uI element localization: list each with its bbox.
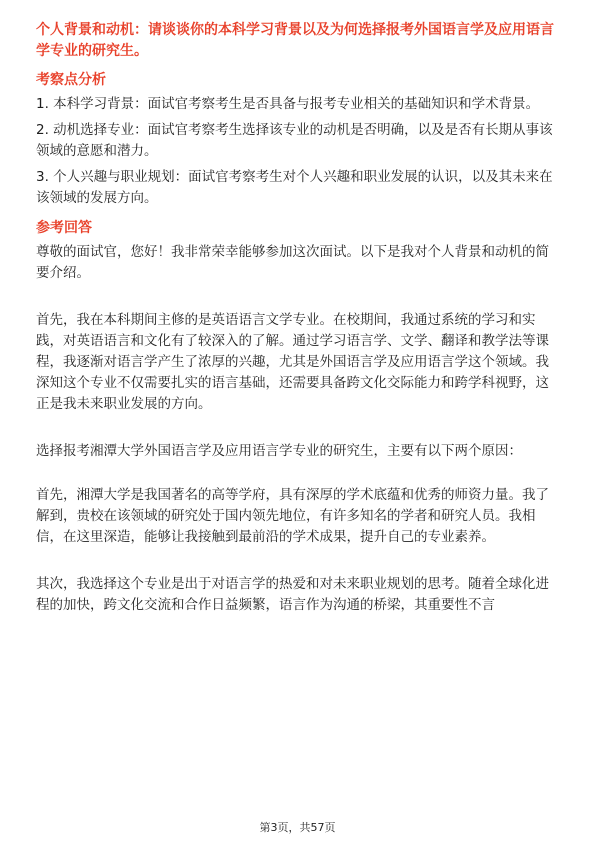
answer-paragraph: 尊敬的面试官，您好！我非常荣幸能够参加这次面试。以下是我对个人背景和动机的简要介绍。 (36, 244, 549, 281)
page-number: 第3页，共57页 (259, 821, 336, 834)
analysis-item: 1. 本科学习背景：面试官考察考生是否具备与报考专业相关的基础知识和学术背景。 (36, 96, 540, 112)
answer-paragraph: 其次，我选择这个专业是出于对语言学的热爱和对未来职业规划的思考。随着全球化进程的加快，跨文化交流和合作日益频繁，语言作为沟通的桥梁，其重要性不言 (36, 576, 549, 613)
answer-paragraph: 首先，我在本科期间主修的是英语语言文学专业。在校期间，我通过系统的学习和实践，对英语语言和文化有了较深入的了解。通过学习语言学、文学、翻译和教学法等课程，我逐渐对语言学产生了浓厚的兴趣，尤其是外国语言学及应用语言学这个领域。我深知这个专业不仅需要扎实的语言基础，还需要具备跨文化交际能力和跨学科视野，这正是我未来职业发展的方向。 (36, 312, 549, 412)
answer-paragraph: 选择报考湘潭大学外国语言学及应用语言学专业的研究生，主要有以下两个原因： (36, 443, 522, 459)
document-page (36, 20, 561, 616)
analysis-item: 2. 动机选择专业：面试官考察考生选择该专业的动机是否明确，以及是否有长期从事该领域的意愿和潜力。 (36, 122, 553, 159)
analysis-title: 考察点分析 (36, 72, 106, 88)
answer-title: 参考回答 (36, 220, 92, 236)
answer-paragraph: 首先，湘潭大学是我国著名的高等学府，具有深厚的学术底蕴和优秀的师资力量。我了解到，贵校在该领域的研究处于国内领先地位，有许多知名的学者和研究人员。我相信，在这里深造，能够让我接触到最前沿的学术成果，提升自己的专业素养。 (36, 487, 549, 545)
question-heading: 个人背景和动机：请谈谈你的本科学习背景以及为何选择报考外国语言学及应用语言学专业的研究生。 (36, 22, 554, 59)
analysis-item: 3. 个人兴趣与职业规划：面试官考察考生对个人兴趣和职业发展的认识，以及其未来在该领域的发展方向。 (36, 169, 553, 206)
